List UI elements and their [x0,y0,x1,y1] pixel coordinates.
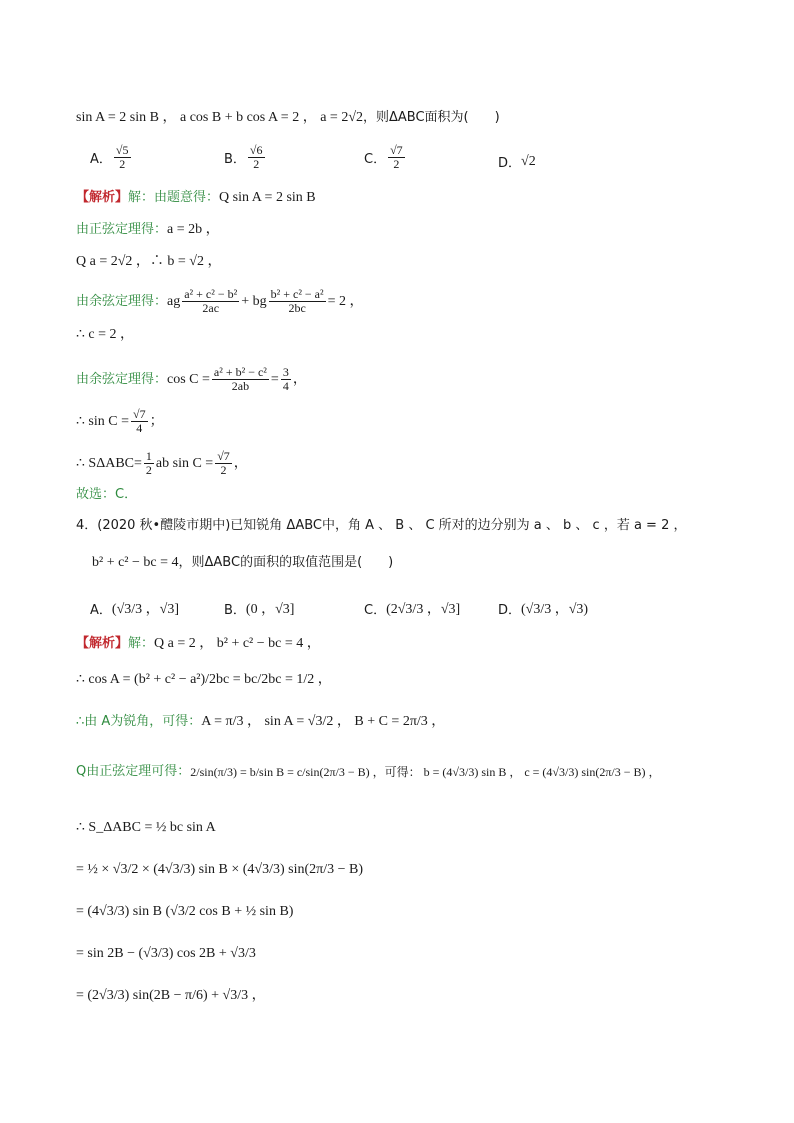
option-text: (√3/3 ，√3) [521,602,589,617]
option-letter: C． [364,152,387,167]
step-label: ∴由 A为锐角，可得： [76,714,202,729]
step-math: = [134,455,142,471]
analysis-intro-math: Q a = 2 ， b² + c² − bc = 4 ， [154,636,321,651]
q3-answer [76,487,137,503]
step-math: ∴ c = 2 ， [76,327,135,342]
option-letter: D． [498,156,522,171]
q3-analysis-intro [76,190,316,206]
fraction: $\frac{3}{4}$ [282,365,289,393]
step-math: = sin 2B − (√3/3) cos 2B + √3/3 [76,946,256,961]
q3-step-7 [76,450,248,477]
q4-head [76,518,687,534]
analysis-tag: 【解析】 [76,636,129,651]
fraction: $\frac{\text{a² + b² − c²}}{2ab}$ [213,365,267,393]
step-math: ； [149,413,164,429]
option-text: (0 ，√3] [245,602,295,617]
step-math: a = 2b ， [167,222,220,237]
option-text: (√3/3 ，√3] [111,602,179,617]
q4-step-6 [76,904,293,920]
step-label: 由余弦定理得： [76,293,168,309]
step-math: ∴ S_ΔABC = ½ bc sin A [76,820,216,835]
option-fraction: $\frac{√7}{2}$ [390,143,403,171]
fraction: $\frac{\text{b² + c² − a²}}{2bc}$ [270,287,324,315]
option-letter: B． [224,152,246,167]
step-math: ∴ cos A = (b² + c² − a²)/2bc = bc/2bc = 1/2 ， [76,672,332,687]
q4-analysis-intro [76,636,321,652]
q4-step-1 [76,672,332,688]
q4-option-c [364,598,460,618]
q3-option-c [364,144,407,171]
step-math: cos C = [167,371,210,387]
q3-step-1 [76,222,220,238]
step-math: ag [167,293,181,309]
q4-step-8 [76,988,266,1004]
q4-option-d [498,598,588,618]
option-text: √2 [521,153,536,169]
q3-step-5 [76,366,307,393]
step-label: 由余弦定理得： [76,371,168,387]
option-fraction: $\frac{√5}{2}$ [115,143,129,171]
question-math: b² + c² − bc = 4 [92,555,179,570]
step-label: 由正弦定理得： [76,222,168,237]
fraction: $\frac{√7}{4}$ [132,407,146,435]
step-math: A = π/3 ， sin A = √3/2 ， B + C = 2π/3 ， [201,714,446,729]
fraction: $\frac{√7}{2}$ [217,449,230,477]
analysis-intro-text: 解： [128,636,155,651]
fraction: $\frac{1}{2}$ [145,449,152,477]
q3-stem-math: sin A = 2 sin B ， a cos B + b cos A = 2 ， a = 2√2 [76,110,363,125]
analysis-intro-text: 解：由题意得： [128,190,220,205]
step-math: Q a = 2√2 ，∴ b = √2 ， [76,254,222,269]
step-math: = (2√3/3) sin(2B − π/6) + √3/3 ， [76,988,266,1003]
q4-head-2 [92,555,393,571]
step-math: 2/sin(π/3) = b/sin B = c/sin(2π/3 − B) ，可得： b = (4√3/3) sin B ， c = (4√3/3) sin(2π/3 − B) ， [190,765,661,779]
q4-step-3 [76,764,661,780]
q3-stem-tail: ，则ΔABC面积为( ) [363,110,500,125]
q3-step-2 [76,254,221,270]
q3-option-b [224,144,267,171]
q3-step-6 [76,408,164,435]
option-fraction: $\frac{√6}{2}$ [249,143,263,171]
step-math: ∴ sin C = [76,413,129,429]
option-text: (2√3/3 ，√3] [386,602,461,617]
q3-option-a [90,144,133,171]
step-math: = ½ × √3/2 × (4√3/3) sin B × (4√3/3) sin(2π/3 − B) [76,862,363,877]
question-tail: ，则ΔABC的面积的取值范围是( ) [178,555,394,570]
option-letter: B． [224,602,246,618]
step-math: ， [233,455,248,471]
option-letter: A． [90,152,112,167]
option-letter: A． [90,602,112,618]
q4-step-2 [76,714,445,730]
q4-step-5 [76,862,363,878]
answer-text: 故选：C． [76,487,138,502]
option-letter: C． [364,602,387,618]
q3-stem [76,110,500,126]
fraction: $\frac{\text{a² + c² − b²}}{2ac}$ [184,287,238,315]
q4-step-7 [76,946,256,962]
q3-step-3 [76,288,364,315]
analysis-tag: 【解析】 [76,190,129,205]
q3-option-d [498,152,536,171]
question-head: 4．(2020 秋•醴陵市期中)已知锐角 ΔABC中，角 A 、 B 、 C 所对的边分别为 a 、 b 、 c ，若 a = 2 ， [76,518,687,533]
step-math: = 2 ， [327,293,364,309]
q4-option-b [224,598,294,618]
option-letter: D． [498,602,522,618]
step-math: ∴ S [76,455,97,471]
q3-step-4 [76,327,134,343]
step-label: Q由正弦定理可得： [76,764,191,779]
q4-option-a [90,598,179,618]
analysis-intro-math: Q sin A = 2 sin B [219,190,316,205]
q4-step-4 [76,820,216,836]
step-math: + bg [241,293,267,309]
step-math: ， [292,371,307,387]
subscript: ΔABC [96,455,134,471]
step-math: = (4√3/3) sin B (√3/2 cos B + ½ sin B) [76,904,294,919]
step-math: = [270,371,279,387]
step-math: ab sin C = [155,455,214,471]
